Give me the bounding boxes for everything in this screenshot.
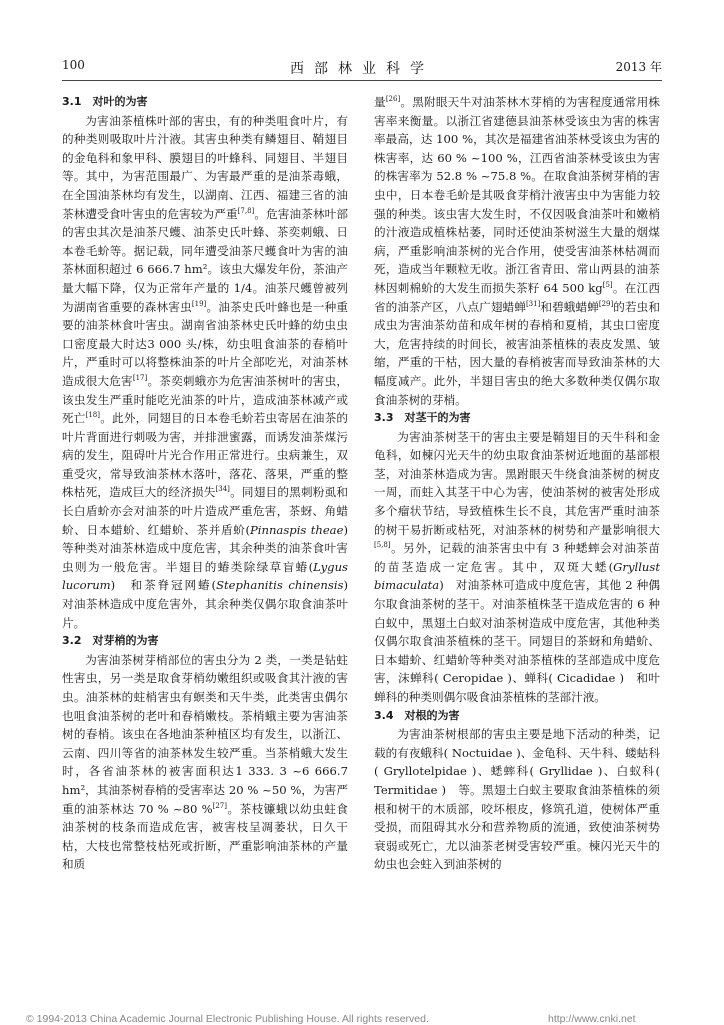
body-paragraph: 为害油茶树芽梢部位的害虫分为 2 类，一类是钻蛀性害虫，另一类是取食芽梢幼嫩组织或吸食其汁液的害虫。油茶林的蛀梢害虫有螟类和天牛类，此类害虫偶尔也咀食油茶树的老叶和春梢嫩枝。茶梢蛾主要为害油茶树的春梢。该虫在各地油茶种植区均有发生，以浙江、云南、四川等省的油茶林发生较严重。当茶梢蛾大发生时，各省油茶林的被害面积达1 333. 3 ~6 666.7 hm²，其油茶树春梢的受害率达 20 % ~50 %，为害严重的油茶林达 70 % ~80 %[27]。茶枝镰蛾以幼虫蛀食油茶树的枝条而造成危害，被害枝呈凋萎状，日久干枯，大枝也常整枝枯死或折断，严重影响油茶林的产量和质 — [62, 652, 348, 872]
family-name: Cicadidae — [552, 671, 620, 686]
species-name: Lygus lucorum — [62, 559, 348, 593]
family-name: Ceropidae — [438, 671, 508, 686]
left-column — [62, 93, 360, 874]
journal-title: 西部林业科学 — [290, 61, 434, 77]
citation-ref: [18] — [85, 411, 100, 420]
citation-ref: [34] — [215, 485, 230, 494]
copyright-footer: © 1994-2013 China Academic Journal Electronic Publishing House. All rights reserved. — [26, 1013, 429, 1025]
section-heading: 3.3 对茎干的为害 — [374, 411, 471, 425]
citation-ref: [31] — [525, 299, 541, 308]
citation-ref: [26] — [385, 95, 401, 104]
citation-ref: [19] — [191, 299, 207, 308]
family-name: Gryllotelpidae — [378, 764, 472, 779]
section-heading: 3.1 对叶的为害 — [62, 95, 148, 108]
section-heading: 3.4 对根的为害 — [374, 708, 460, 722]
page-header — [62, 58, 662, 80]
body-paragraph: 为害油茶植株叶部的害虫，有的种类咀食叶片，有的种类则吸取叶片汁液。其害虫种类有鳞翅目、鞘翅目的金龟科和象甲科、膜翅目的叶蜂科、同翅目、半翅目等。其中，为害范围最广、为害最严重的是油茶毒蛾，在全国油茶林均有发生，以湖南、江西、福建三省的油茶林遭受食叶害虫的危害较为严重[7,8]。危害油茶林叶部的害虫其次是油茶尺蠖、油茶史氏叶蜂、茶奕刺蛾、日本卷毛蚧等。据记载，同年遭受油茶尺蠖食叶为害的油茶林面积超过 6 666.7 hm²。该虫大爆发年份，茶油产量大幅下降，仅为正常年产量的 1/4。油茶尺蠖曾被列为湖南省重要的森林害虫[19]。油茶史氏叶蜂也是一种重要的油茶林食叶害虫。湖南省油茶林史氏叶蜂的幼虫虫口密度最大时达3 000 头/株，幼虫咀食油茶的春梢叶片，严重时可以将整株油茶的叶片全部吃光，对油茶林造成很大危害[17]。茶奕刺蛾亦为危害油茶树叶的害虫，该虫发生严重时能吃光油茶的叶片，造成油茶林减产或死亡[18]。此外，同翅目的日本卷毛蚧若虫寄居在油茶的叶片背面进行刺吸为害，并排泄蜜露，而诱发油茶煤污病的发生，阻碍叶片光合作用正常进行。虫病兼生，双重受灾，常导致油茶林木落叶，落花、落果，严重的整株枯死，造成巨大的经济损失[34]。同翅目的黑刺粉虱和长白盾蚧亦会对油茶的叶片造成严重危害，茶蚜、角蜡蚧、日本蜡蚧、红蜡蚧、茶并盾蚧(Pinnaspis theae) 等种类对油茶林造成中度危害，其余种类的油茶食叶害虫则为一般危害。半翅目的蝽类除绿草盲蝽(Lygus lucorum) 和茶脊冠网蝽(Stephanitis chinensis) 对油茶林造成中度危害外，其余种类仅偶尔取食油茶叶片。 — [62, 113, 360, 630]
footer-url: http://www.cnki.net — [548, 1013, 636, 1025]
citation-ref: [17] — [132, 374, 148, 383]
body-paragraph: 量[26]。黑附眼天牛对油茶林木芽梢的为害程度通常用株害率来衡量。以浙江省建德县油茶林受该虫为害的株害率最高，达 100 %，其次是福建省油茶林受该虫为害的株害率，达 60 % ~100 %，江西省油茶林受该虫为害的株害率为 52.8 % ~75.8 %。在取食油茶树芽梢的害虫中，日本卷毛蚧是其吸食芽梢汁液害虫中为害能力较强的种类。该虫害大发生时，不仅因吸食油茶叶和嫩梢的汁液造成植株枯萎，同时还使油茶树滋生大量的烟煤病，严重影响油茶树的光合作用，使受害油茶林枯凋而死，造成当年颗粒无收。浙江省青田、常山两县的油茶林因刺棉蚧的大发生而损失茶籽 64 500 kg[5]。在江西省的油茶产区，八点广翅蜡蝉[31]和碧蛾蜡蝉[29]的若虫和成虫为害油茶幼苗和成年树的春梢和夏梢，其虫口密度大，危害持续的时间长，被害油茶植株的表皮发黑、皱缩，严重的干枯，因大量的春梢被害而导致油茶林的大幅度减产。此外，半翅目害虫的绝大多数种类仅偶尔取食油茶树的芽梢。 — [374, 95, 660, 407]
citation-ref: [29] — [598, 299, 614, 308]
family-name: Termitidae — [374, 782, 442, 797]
citation-ref: [7,8] — [237, 206, 255, 215]
species-name: Stephanitis chinensis — [216, 578, 344, 593]
family-name: Noctuidae — [448, 745, 517, 760]
family-name: Gryllidae — [534, 764, 598, 779]
body-paragraph: 为害油茶树茎干的害虫主要是鞘翅目的天牛科和金龟科，如楝闪光天牛的幼虫取食油茶树近地面的基部根茎，对油茶林造成为害。黑跗眼天牛绕食油茶树的树皮一周，而蛀入其茎干中心为害，使油茶树的被害处形成多个瘤状节结，导致植株生长不良，其危害严重时油茶的树干易折断或枯死，对油茶林的树势和产量影响很大[5,8]。另外，记载的油茶害虫中有 3 种蟋蟀会对油茶苗的苗茎造成一定危害。其中，双斑大蟋(Gryllust bimaculata) 对油茶林可造成中度危害，其他 2 种偶尔取食油茶树的茎干。对油茶植株茎干造成危害的 6 种白蚁中，黑翅土白蚁对油茶树造成中度危害，其他种类仅偶尔取食油茶植株的茎干。同翅目的茶蚜和角蜡蚧、日本蜡蚧、红蜡蚧等种类对油茶植株的茎部造成中度危害，沫蝉科( Ceropidae )、蝉科( Cicadidae ) 和叶蝉科的种类则偶尔吸食油茶植株的茎部汁液。 — [374, 429, 661, 704]
section-heading: 3.2 对芽梢的为害 — [62, 634, 159, 648]
species-name: Pinnaspis theae — [249, 522, 344, 537]
right-column — [374, 93, 660, 874]
publication-year: 2013 年 — [615, 60, 662, 74]
citation-ref: [5] — [602, 281, 613, 290]
body-paragraph: 为害油茶树根部的害虫主要是地下活动的种类，记载的有夜蛾科( Noctuidae )、金龟科、天牛科、蝼蛄科( Gryllotelpidae )、蟋蟀科( Gryllidae )、白蚁科( Termitidae ) 等。黑翅土白蚁主要取食油茶植株的须根和树干的木质部，咬坏根皮，修筑孔道，使树体严重受损，而阻碍其水分和营养物质的流通，致使油茶树势衰弱或死亡，尤以油茶老树受害较严重。楝闪光天牛的幼虫也会蛀入到油茶树的 — [374, 727, 660, 872]
page-number: 100 — [62, 58, 85, 72]
citation-ref: [5,8] — [374, 541, 391, 550]
citation-ref: [27] — [212, 801, 227, 810]
species-name: Gryllust bimaculata — [374, 559, 660, 593]
header-rule — [62, 80, 662, 81]
